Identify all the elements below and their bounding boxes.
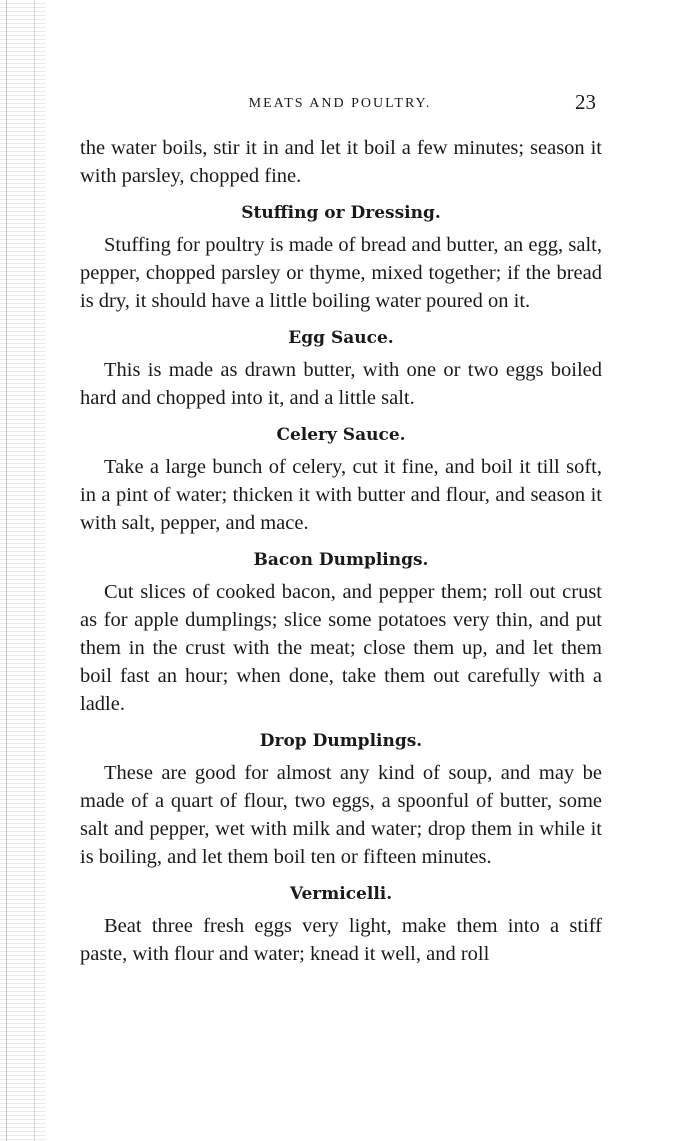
section-heading-bacon-dumplings: Bacon Dumplings.: [253, 550, 429, 570]
section-body-vermicelli: Beat three fresh eggs very light, make them into a stiff paste, with flour and water; knead it well, and roll: [80, 915, 602, 965]
section-body-celery-sauce: Take a large bunch of celery, cut it fine, and boil it till soft, in a pint of water; thicken it with butter and flour, and season it with salt, pepper, and mace.: [80, 456, 602, 534]
section-body-bacon-dumplings: Cut slices of cooked bacon, and pepper them; roll out crust as for apple dumplings; slice some potatoes very thin, and put them in the crust with the meat; close them up, and let them boil fast an hour; when done, take them out carefully with a ladle.: [80, 581, 602, 715]
section-heading-celery-sauce: Celery Sauce.: [276, 425, 406, 445]
section-heading-drop-dumplings: Drop Dumplings.: [259, 731, 423, 751]
opening-paragraph: the water boils, stir it in and let it boil a few minutes; season it with parsley, chopped fine.: [80, 137, 602, 187]
section-heading-egg-sauce: Egg Sauce.: [288, 328, 394, 348]
page-number: 23: [575, 90, 596, 114]
running-title: MEATS AND POULTRY.: [248, 96, 432, 111]
section-heading-stuffing: Stuffing or Dressing.: [241, 203, 441, 223]
section-heading-vermicelli: Vermicelli.: [289, 884, 393, 904]
page-edge-shading: [0, 0, 46, 1141]
page-body: [80, 134, 602, 968]
section-body-egg-sauce: This is made as drawn butter, with one or two eggs boiled hard and chopped into it, and a little salt.: [80, 359, 602, 409]
section-body-drop-dumplings: These are good for almost any kind of soup, and may be made of a quart of flour, two eggs, a spoonful of butter, some salt and pepper, wet with milk and water; drop them in while it is boiling, and let them boil ten or fifteen minutes.: [80, 762, 602, 868]
running-head: [84, 92, 596, 118]
section-body-stuffing: Stuffing for poultry is made of bread and butter, an egg, salt, pepper, chopped parsley or thyme, mixed together; if the bread is dry, it should have a little boiling water poured on it.: [80, 234, 602, 312]
